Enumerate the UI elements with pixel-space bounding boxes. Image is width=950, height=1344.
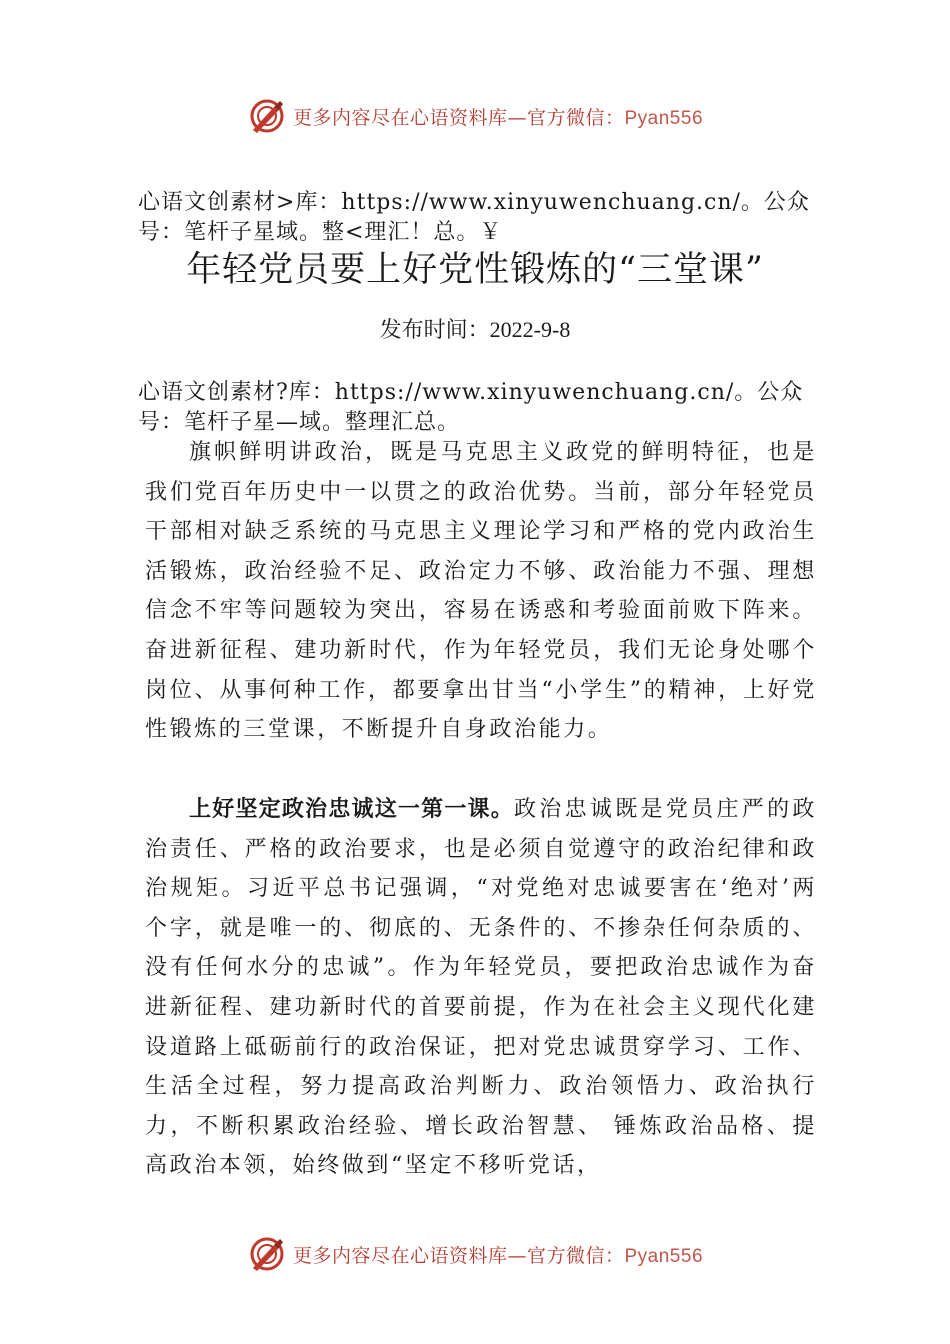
pen-logo-icon [247, 96, 287, 136]
wechat-id: Pyan556 [624, 1245, 704, 1267]
publish-date [0, 314, 950, 347]
document-title: 年轻党员要上好党性锻炼的“三堂课” [186, 250, 764, 290]
source-note-1: 心语文创素材>库：https://www.xinyuwenchuang.cn/。公众号：笔杆子星域。整<理汇！总。￥ [138, 190, 810, 245]
body-paragraph-2 [145, 790, 817, 1186]
publish-label: 发布时间： [379, 318, 490, 343]
source-note-2: 心语文创素材?库：https://www.xinyuwenchuang.cn/。公众号：笔杆子星—域。整理汇总。 [138, 380, 804, 435]
paragraph-body: 政治忠诚既是党员庄严的政治责任、严格的政治要求，也是必须自觉遵守的政治纪律和政治规矩。习近平总书记强调，“对党绝对忠诚要害在‘绝对’两个字，就是唯一的、彻底的、无条件的、不掺杂任何杂质的、没有任何水分的忠诚”。作为年轻党员，要把政治忠诚作为奋进新征程、建功新时代的首要前提，作为在社会主义现代化建设道路上砥砺前行的政治保证，把对党忠诚贯穿学习、工作、生活全过程，努力提高政治判断力、政治领悟力、政治执行力，不断积累政治经验、增长政治智慧、 锤炼政治品格、提高政治本领，始终做到“坚定不移听党话， [145, 797, 817, 1179]
publish-date-value: 2022-9-8 [489, 317, 571, 342]
header-banner [0, 94, 950, 138]
wechat-id: Pyan556 [624, 107, 704, 129]
banner-text: 更多内容尽在心语资料库—官方微信：Pyan556 [292, 1244, 704, 1267]
body-paragraph-1: 旗帜鲜明讲政治，既是马克思主义政党的鲜明特征，也是我们党百年历史中一以贯之的政治优势。当前，部分年轻党员干部相对缺乏系统的马克思主义理论学习和严格的党内政治生活锻炼，政治经验不足、政治定力不够、政治能力不强、理想信念不牢等问题较为突出，容易在诱惑和考验面前败下阵来。奋进新征程、建功新时代，作为年轻党员，我们无论身处哪个岗位、从事何种工作，都要拿出甘当“小学生”的精神，上好党性锻炼的三堂课，不断提升自身政治能力。 [145, 440, 817, 743]
footer-banner [0, 1232, 950, 1276]
pen-logo-icon [247, 1234, 287, 1274]
banner-text: 更多内容尽在心语资料库—官方微信：Pyan556 [292, 106, 704, 129]
paragraph-lead-heading: 上好坚定政治忠诚这一第一课。 [189, 797, 514, 822]
